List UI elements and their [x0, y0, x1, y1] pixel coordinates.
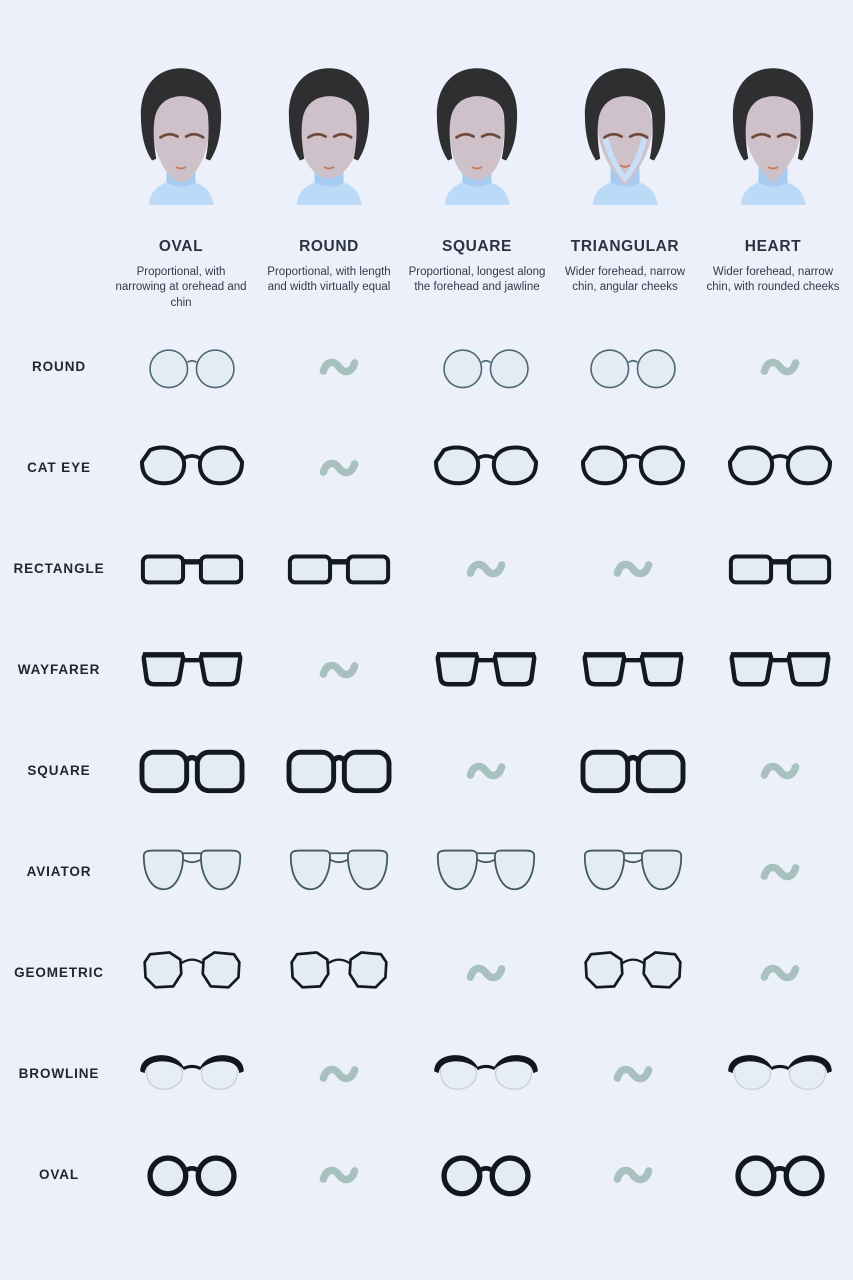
tilde-icon	[610, 555, 656, 583]
round-glasses-cell	[412, 342, 559, 392]
grid-row-aviator	[0, 821, 853, 922]
grid-row-browline	[0, 1023, 853, 1124]
glasses-style-label: AVIATOR	[26, 864, 92, 879]
aviator-glasses-icon	[579, 847, 687, 897]
square-glasses-cell	[265, 746, 412, 796]
grid-row-rectangle	[0, 518, 853, 619]
cat-eye-glasses-icon	[579, 443, 687, 493]
aviator-glasses-cell	[118, 847, 265, 897]
aviator-glasses-icon	[138, 847, 246, 897]
round-glasses-icon	[432, 342, 540, 392]
not-suited-cell	[265, 656, 412, 684]
round-face-illustration	[265, 48, 393, 226]
oval-face-illustration	[117, 48, 245, 226]
wayfarer-glasses-cell	[118, 645, 265, 695]
geometric-glasses-cell	[118, 948, 265, 998]
geometric-glasses-icon	[138, 948, 246, 998]
face-shape-name: HEART	[744, 238, 802, 255]
browline-glasses-icon	[138, 1049, 246, 1099]
face-col-triangular	[551, 48, 699, 311]
frame-compatibility-grid	[0, 316, 853, 1225]
grid-row-wayfarer	[0, 619, 853, 720]
oval-glasses-cell	[412, 1150, 559, 1200]
face-col-round	[255, 48, 403, 311]
grid-row-round	[0, 316, 853, 417]
tilde-icon	[463, 555, 509, 583]
not-suited-cell	[559, 555, 706, 583]
square-glasses-icon	[579, 746, 687, 796]
not-suited-cell	[265, 1060, 412, 1088]
wayfarer-glasses-cell	[412, 645, 559, 695]
glasses-style-label: SQUARE	[27, 763, 91, 778]
not-suited-cell	[706, 353, 853, 381]
grid-row-square	[0, 720, 853, 821]
browline-glasses-icon	[432, 1049, 540, 1099]
not-suited-cell	[412, 555, 559, 583]
face-shape-name: TRIANGULAR	[570, 238, 680, 255]
wayfarer-glasses-cell	[559, 645, 706, 695]
round-glasses-cell	[118, 342, 265, 392]
square-glasses-cell	[559, 746, 706, 796]
rectangle-glasses-cell	[265, 544, 412, 594]
wayfarer-glasses-cell	[706, 645, 853, 695]
glasses-style-label: CAT EYE	[27, 460, 91, 475]
wayfarer-glasses-icon	[432, 645, 540, 695]
tilde-icon	[610, 1060, 656, 1088]
grid-row-cateye	[0, 417, 853, 518]
tilde-icon	[316, 1161, 362, 1189]
oval-glasses-cell	[706, 1150, 853, 1200]
cateye-glasses-cell	[559, 443, 706, 493]
face-shape-description: Proportional, with length and width virtually equal	[267, 266, 391, 294]
not-suited-cell	[559, 1060, 706, 1088]
not-suited-cell	[265, 454, 412, 482]
wayfarer-glasses-icon	[579, 645, 687, 695]
cateye-glasses-cell	[706, 443, 853, 493]
wayfarer-glasses-icon	[138, 645, 246, 695]
tilde-icon	[757, 757, 803, 785]
face-col-square	[403, 48, 551, 311]
tilde-icon	[316, 656, 362, 684]
heart-face-illustration	[709, 48, 837, 226]
square-glasses-icon	[138, 746, 246, 796]
glasses-style-label: ROUND	[32, 359, 86, 374]
tilde-icon	[463, 757, 509, 785]
not-suited-cell	[706, 757, 853, 785]
glasses-style-label: WAYFARER	[17, 662, 101, 677]
face-col-heart	[699, 48, 847, 311]
cat-eye-glasses-icon	[726, 443, 834, 493]
face-col-oval	[107, 48, 255, 311]
geometric-glasses-icon	[579, 948, 687, 998]
rectangle-glasses-icon	[726, 544, 834, 594]
glasses-style-label: OVAL	[38, 1167, 80, 1182]
not-suited-cell	[412, 757, 559, 785]
face-shape-description: Wider forehead, narrow chin, with rounded cheeks	[706, 266, 840, 294]
not-suited-cell	[706, 959, 853, 987]
cateye-glasses-cell	[412, 443, 559, 493]
grid-row-oval	[0, 1124, 853, 1225]
tilde-icon	[757, 858, 803, 886]
face-shapes-header	[107, 0, 853, 311]
square-face-illustration	[413, 48, 541, 226]
geometric-glasses-cell	[559, 948, 706, 998]
tilde-icon	[316, 1060, 362, 1088]
cat-eye-glasses-icon	[432, 443, 540, 493]
tilde-icon	[463, 959, 509, 987]
round-glasses-cell	[559, 342, 706, 392]
tilde-icon	[757, 959, 803, 987]
geometric-glasses-icon	[285, 948, 393, 998]
tilde-icon	[610, 1161, 656, 1189]
glasses-style-label: BROWLINE	[18, 1066, 100, 1081]
browline-glasses-cell	[412, 1049, 559, 1099]
not-suited-cell	[265, 1161, 412, 1189]
browline-glasses-icon	[726, 1049, 834, 1099]
tilde-icon	[316, 454, 362, 482]
not-suited-cell	[559, 1161, 706, 1189]
tilde-icon	[316, 353, 362, 381]
aviator-glasses-icon	[285, 847, 393, 897]
rectangle-glasses-cell	[706, 544, 853, 594]
face-shape-description: Wider forehead, narrow chin, angular cheeks	[564, 266, 686, 294]
rectangle-glasses-icon	[285, 544, 393, 594]
aviator-glasses-cell	[265, 847, 412, 897]
aviator-glasses-cell	[559, 847, 706, 897]
browline-glasses-cell	[118, 1049, 265, 1099]
not-suited-cell	[412, 959, 559, 987]
face-shape-description: Proportional, longest along the forehead and jawline	[408, 266, 546, 294]
glasses-style-label: GEOMETRIC	[14, 965, 104, 980]
aviator-glasses-icon	[432, 847, 540, 897]
face-shape-description: Proportional, with narrowing at orehead and chin	[115, 266, 247, 309]
square-glasses-cell	[118, 746, 265, 796]
round-glasses-icon	[579, 342, 687, 392]
rectangle-glasses-cell	[118, 544, 265, 594]
oval-glasses-cell	[118, 1150, 265, 1200]
face-shape-name: OVAL	[158, 238, 204, 255]
face-shape-name: ROUND	[299, 238, 359, 255]
browline-glasses-cell	[706, 1049, 853, 1099]
oval-glasses-icon	[138, 1150, 246, 1200]
not-suited-cell	[706, 858, 853, 886]
glasses-style-label: RECTANGLE	[13, 561, 105, 576]
face-shape-name: SQUARE	[442, 238, 512, 255]
triangular-face-illustration	[561, 48, 689, 226]
not-suited-cell	[265, 353, 412, 381]
oval-glasses-icon	[726, 1150, 834, 1200]
cateye-glasses-cell	[118, 443, 265, 493]
grid-row-geometric	[0, 922, 853, 1023]
geometric-glasses-cell	[265, 948, 412, 998]
tilde-icon	[757, 353, 803, 381]
square-glasses-icon	[285, 746, 393, 796]
cat-eye-glasses-icon	[138, 443, 246, 493]
rectangle-glasses-icon	[138, 544, 246, 594]
wayfarer-glasses-icon	[726, 645, 834, 695]
oval-glasses-icon	[432, 1150, 540, 1200]
aviator-glasses-cell	[412, 847, 559, 897]
round-glasses-icon	[138, 342, 246, 392]
